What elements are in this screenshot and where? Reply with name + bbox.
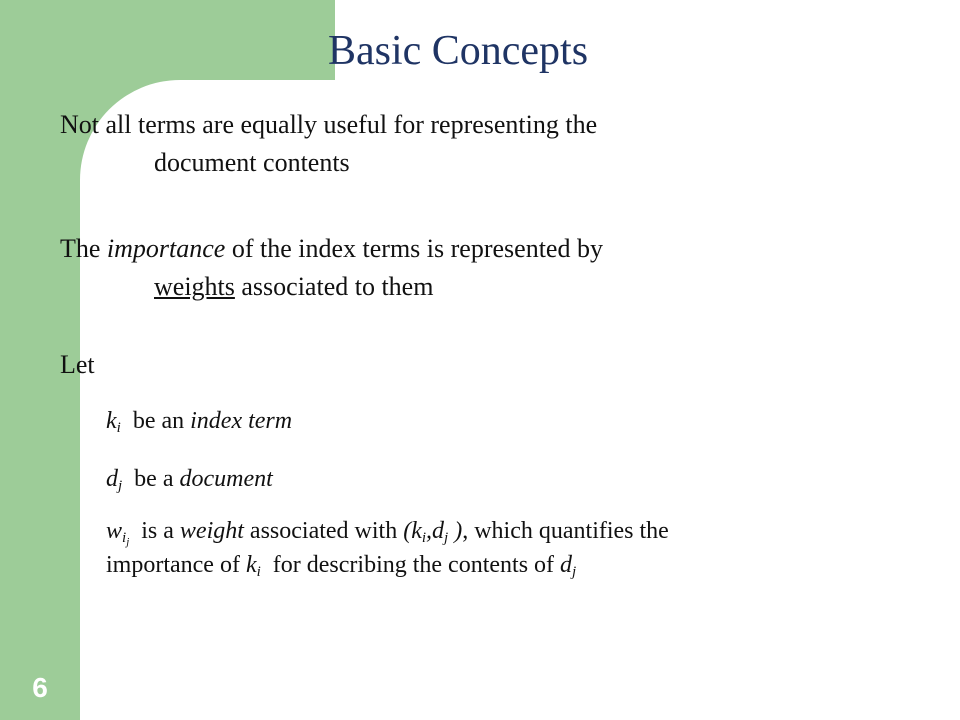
sub-i: i xyxy=(116,420,121,436)
paragraph-line: Not all terms are equally useful for representing the xyxy=(60,110,598,139)
pair-comma: ,d xyxy=(426,518,445,544)
sub-j: j xyxy=(126,536,130,548)
definition-index-term xyxy=(106,404,896,438)
sub-j: j xyxy=(118,478,123,494)
text-fragment: is a xyxy=(129,518,180,544)
text-fragment: be a xyxy=(122,466,180,492)
var-d: d xyxy=(106,466,118,492)
text-fragment: be an xyxy=(120,408,191,434)
var-k: k xyxy=(245,552,257,578)
definition-weight xyxy=(106,514,896,582)
pair-close: ) xyxy=(448,518,463,544)
paragraph-let: Let xyxy=(60,350,95,379)
sub-j: j xyxy=(444,530,449,546)
text-fragment: associated with xyxy=(243,518,404,544)
paragraph-importance xyxy=(60,230,860,306)
sub-j: j xyxy=(572,564,577,580)
definition-document xyxy=(106,462,896,496)
slide-title: Basic Concepts xyxy=(327,28,589,74)
paragraph-line-continued xyxy=(60,268,860,306)
sub-i: i xyxy=(122,530,127,546)
text-fragment: , which quantifies the xyxy=(462,518,669,544)
paragraph-line-continued: document contents xyxy=(154,148,350,177)
underlined-weights: weights xyxy=(154,272,235,301)
var-d: d xyxy=(560,552,573,578)
text-fragment: for describing the contents of xyxy=(260,552,561,578)
text-fragment: of the index terms is represented by xyxy=(225,234,603,263)
text-fragment: importance of xyxy=(106,552,246,578)
slide-number: 6 xyxy=(32,672,48,703)
var-w: w xyxy=(106,518,123,544)
emphasis-weight: weight xyxy=(179,518,244,544)
text-fragment: The xyxy=(60,234,107,263)
text-fragment: associated to them xyxy=(234,272,434,301)
emphasis-index-term: index term xyxy=(190,408,293,434)
paragraph-terms-usefulness xyxy=(60,106,860,182)
sub-i: i xyxy=(421,530,427,546)
emphasis-document: document xyxy=(179,466,273,492)
sub-i: i xyxy=(256,564,261,580)
var-k: k xyxy=(106,408,117,434)
emphasis-importance: importance xyxy=(106,234,226,263)
pair-open: (k xyxy=(403,518,422,544)
